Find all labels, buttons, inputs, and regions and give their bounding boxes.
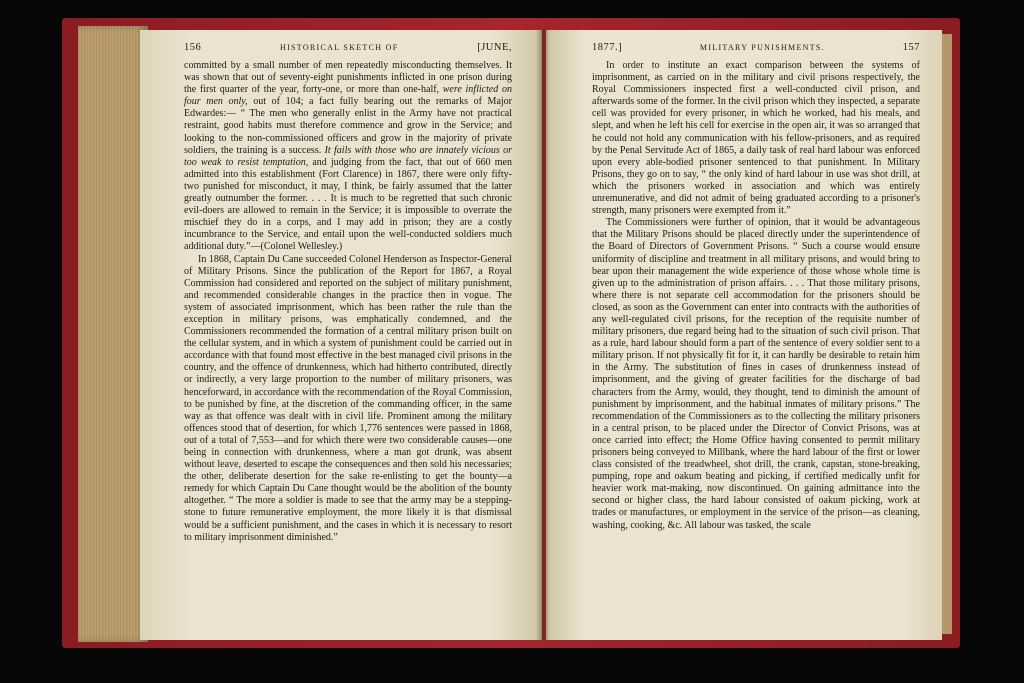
left-p1-text-c: out of 104; a fact fully bearing out the remarks of Major Edwardes:— “ The men who generally enlist in the Army have not practical restraint, good habits must therefore commence and grow in the Service; and looking to the non-commissioned officers and grow in the majority of private soldiers, the training is a success.: [184, 96, 512, 156]
left-running-date: [JUNE,: [477, 42, 512, 53]
left-paragraph-2: In 1868, Captain Du Cane succeeded Colonel Henderson as Inspector-General of Military Prisons. Since the publication of the Report for 1867, a Royal Commission had considered and reported on the subject of military punishment, and recommended considerable changes in the practice then in vogue. The system of associated imprisonment, which has been rather the rule than the exception in military prisons, was emphatically condemned, and the Commissioners recommended the formation of a central military prison built on the cellular system, and in which a system of punishment could be carried out in accordance with that found most effective in the best managed civil prisons in the country, and the offence of drunkenness, which had hitherto contributed, directly or indirectly, a very large proportion to the number of military prisoners, was henceforward, in accordance with the recommendation of the Royal Commission, to be punished by fine, at the discretion of the commanding officer, in the same way as that offence was dealt with in civil life. Prominent among the military offences stood that of desertion, for which 1,776 sentences were passed in 1868, out of a total of 7,553—and for which there were two considerable causes—one being in connection with drunkenness, where a man got drunk, was absent without leave, deserted to escape the consequences and then sold his necessaries; the other, deliberate desertion for the sake re-enlisting to get the bounty—a remedy for which Captain Du Cane thought would be the abolition of the bounty altogether. “ The more a soldier is made to see that the army may be a stepping-stone to future remunerative employment, the more likely it is that dismissal would be a sufficient punishment, and the cases in which it is necessary to resort to military imprisonment diminished.”: [184, 253, 512, 543]
left-running-title: HISTORICAL SKETCH OF: [280, 43, 399, 52]
right-body-text: [592, 60, 920, 532]
right-paragraph-1: In order to institute an exact comparison between the systems of imprisonment, as carried on in the military and civil prisons respectively, the Royal Commissioners inspected first a well-conducted civil prison, and afterwards some of the former. In the civil prison which they inspected, a separate cell was provided for every prisoner, in which he worked, had his meals, and slept, and when he left his cell for exercise in the open air, it was so arranged that he could not hold any communication with his fellow-prisoners, and as required by the Penal Servitude Act of 1865, a daily task of real hard labour was enforced upon every able-bodied prisoner sentenced to that punishment. In Military Prisons, they go on to say, “ the only kind of hard labour in use was shot drill, at which the prisoners worked in association and which was entirely unremunerative, and did not admit of being graduated according to a prisoner's strength, many prisoners were exempted from it.”: [592, 60, 920, 217]
left-page: [140, 30, 542, 640]
left-p1-italic-1: were inflicted on four men only,: [184, 84, 512, 108]
right-page: [546, 30, 942, 640]
right-paragraph-2: The Commissioners were further of opinion, that it would be advantageous that the Military Prisons should be placed directly under the superintendence of the Board of Directors of Government Prisons. “ Such a course would ensure uniformity of discipline and treatment in all military prisons, and would bring to bear upon their management the wide experience of those whose whole time is given up to the administration of prison affairs. . . . That those military prisons, where there is not separate cell accommodation for the prisoners should be closed, as soon as the Government can enter into contracts with the authorities of any well-regulated civil prisons, for the reception of the requisite number of military prisoners, due regard being had to the situation of such civil prison. That as a rule, hard labour should form a part of the sentence of every soldier sent to a military prison. If not physically fit for it, it can hardly be desirable to retain him in the Army. The substitution of fines in cases of drunkenness instead of imprisonment, and the giving of greater facilities for the discharge of bad characters from the Army, would, they thought, tend to diminish the amount of punishment by imprisonment, and the habitual inmates of military prisons.” The recommendation of the Commissioners as to the collecting the military prisoners in a central prison, to be placed under the Director of Convict Prisons, was at once carried into effect; the Home Office having consented to permit military prisoners being conveyed to Millbank, where the hard labour of the first or lower class consisted of the treadwheel, shot drill, the crank, capstan, stone-breaking, pumping, rope and oakum beating and picking, if certified medically unfit for heavier work mat-making, now discontinued. On gaining admittance into the second or higher class, the hard labour consisted of oakum picking, work at trades or manufactures, or employment in the service of the prison—as cleaning, washing, cooking, &c. All labour was tasked, the scale: [592, 217, 920, 531]
left-p1-text-a: committed by a small number of men repeatedly misconducting themselves. It was shown that out of seventy-eight punishments inflicted in one prison during the first quarter of the year, forty-one, or more than one-half,: [184, 60, 512, 96]
left-paragraph-1: [184, 60, 512, 254]
left-running-head: [184, 42, 512, 53]
left-page-number: 156: [184, 42, 202, 53]
right-running-head: [592, 42, 920, 53]
right-running-date: 1877.]: [592, 42, 623, 53]
left-p1-text-e: and judging from the fact, that out of 660 men admitted into this establishment (Fort Clarence) in 1867, there were only fifty-two punished for misconduct, it may, I think, be fairly assumed that the latter greatly outnumber the former. . . . It is much to be regretted that such chronic evil-doers are allowed to remain in the Service; it is impossible to overrate the mischief they do in a corps, and I may add in prison; they are a costly incumbrance to the Service, and entail upon the well-conducted soldiers much additional duty.”—(Colonel Wellesley.): [184, 156, 512, 253]
page-edges-left: [78, 26, 148, 642]
left-p1-italic-2: It fails with those who are innately vicious or too weak to resist temptation,: [184, 144, 512, 168]
right-page-number: 157: [902, 42, 920, 53]
book-gutter: [536, 30, 550, 640]
right-running-title: MILITARY PUNISHMENTS.: [699, 43, 825, 52]
left-body-text: [184, 60, 512, 544]
